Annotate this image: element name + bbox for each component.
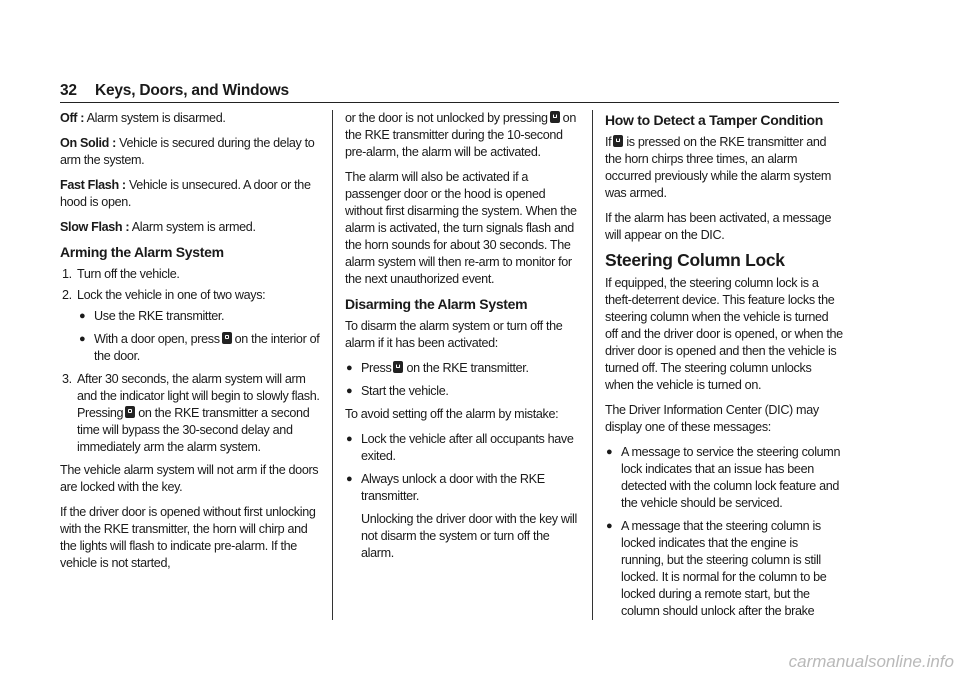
list-item: ● With a door open, press on the interior of the door. bbox=[79, 332, 320, 363]
def-off: Off : Alarm system is disarmed. bbox=[60, 111, 226, 125]
disarming-heading: Disarming the Alarm System bbox=[345, 296, 528, 312]
def-slow-flash: Slow Flash : Alarm system is armed. bbox=[60, 220, 256, 234]
watermark: carmanualsonline.info bbox=[788, 652, 954, 671]
page-number: 32 bbox=[60, 82, 77, 99]
list-item: ● Use the RKE transmitter. bbox=[79, 309, 225, 323]
tamper-heading: How to Detect a Tamper Condition bbox=[605, 112, 824, 128]
unlock-icon bbox=[613, 135, 623, 147]
column-3 bbox=[605, 110, 843, 626]
lock-icon bbox=[125, 406, 135, 418]
bullet-note: Unlocking the driver door with the key will not disarm the system or turn off the alarm. bbox=[361, 512, 577, 560]
step-2: 2. Lock the vehicle in one of two ways: bbox=[62, 288, 266, 302]
def-fast-flash: Fast Flash : Vehicle is unsecured. A door or the hood is open. bbox=[60, 178, 311, 209]
paragraph: The vehicle alarm system will not arm if the doors are locked with the key. bbox=[60, 463, 319, 494]
paragraph: The alarm will also be activated if a passenger door or the hood is opened without first disarming the system. When the alarm is activated, the turn signals flash and the horn sounds for about 30 seconds. The alarm system will then re-arm to monitor for the next unauthorized event. bbox=[345, 170, 577, 286]
steering-heading: Steering Column Lock bbox=[605, 250, 785, 270]
list-item: ● A message to service the steering column lock indicates that an issue has been detected with the column lock feature and the vehicle should be serviced. bbox=[606, 445, 841, 510]
column-1 bbox=[60, 110, 322, 580]
paragraph: If is pressed on the RKE transmitter and the horn chirps three times, an alarm occurred previously while the alarm system was armed. bbox=[605, 135, 832, 200]
paragraph: or the door is not unlocked by pressing on the RKE transmitter during the 10-second pre-alarm, the alarm will be activated. bbox=[345, 111, 576, 159]
list-item: ● Always unlock a door with the RKE transmitter. Unlocking the driver door with the key will not disarm the system or turn off the alarm. bbox=[345, 471, 583, 562]
list-item: ● Start the vehicle. bbox=[346, 384, 449, 398]
step-3: 3. After 30 seconds, the alarm system will arm and the indicator light will begin to slowly flash. Pressing on the RKE transmitter a second time will bypass the 30-second delay and immediately arm the alarm system. bbox=[62, 372, 320, 454]
step-1: 1. Turn off the vehicle. bbox=[62, 267, 180, 281]
def-on-solid: On Solid : Vehicle is secured during the delay to arm the system. bbox=[60, 136, 315, 167]
paragraph: The Driver Information Center (DIC) may display one of these messages: bbox=[605, 403, 819, 434]
list-item: ● Lock the vehicle after all occupants have exited. bbox=[346, 432, 574, 463]
column-2 bbox=[345, 110, 583, 570]
paragraph: If the alarm has been activated, a message will appear on the DIC. bbox=[605, 211, 832, 242]
page-header bbox=[60, 82, 289, 100]
arming-heading: Arming the Alarm System bbox=[60, 244, 224, 260]
paragraph: If the driver door is opened without first unlocking with the RKE transmitter, the horn will chirp and the lights will flash to indicate pre-alarm. If the vehicle is not started, bbox=[60, 505, 316, 570]
unlock-icon bbox=[393, 361, 403, 373]
section-title: Keys, Doors, and Windows bbox=[94, 82, 289, 99]
column-divider bbox=[592, 110, 593, 620]
lock-icon bbox=[222, 332, 232, 344]
column-divider bbox=[332, 110, 333, 620]
unlock-icon bbox=[550, 111, 560, 123]
list-item: ● A message that the steering column is locked indicates that the engine is running, but the steering column is still locked. It is normal for the column to be locked during a remote start, but the column should unlock after the brake bbox=[606, 519, 827, 618]
step-2-bullets bbox=[60, 308, 322, 365]
header-rule bbox=[60, 102, 839, 103]
paragraph: If equipped, the steering column lock is a theft-deterrent device. This feature locks the steering column when the vehicle is turned off and the driver door is opened, or when the driver door is opened and then the vehicle is turned off. The steering column unlocks when the vehicle is turned on. bbox=[605, 276, 843, 392]
paragraph: To avoid setting off the alarm by mistake: bbox=[345, 407, 559, 421]
paragraph: To disarm the alarm system or turn off the alarm if it has been activated: bbox=[345, 319, 563, 350]
list-item: ● Press on the RKE transmitter. bbox=[346, 361, 529, 375]
